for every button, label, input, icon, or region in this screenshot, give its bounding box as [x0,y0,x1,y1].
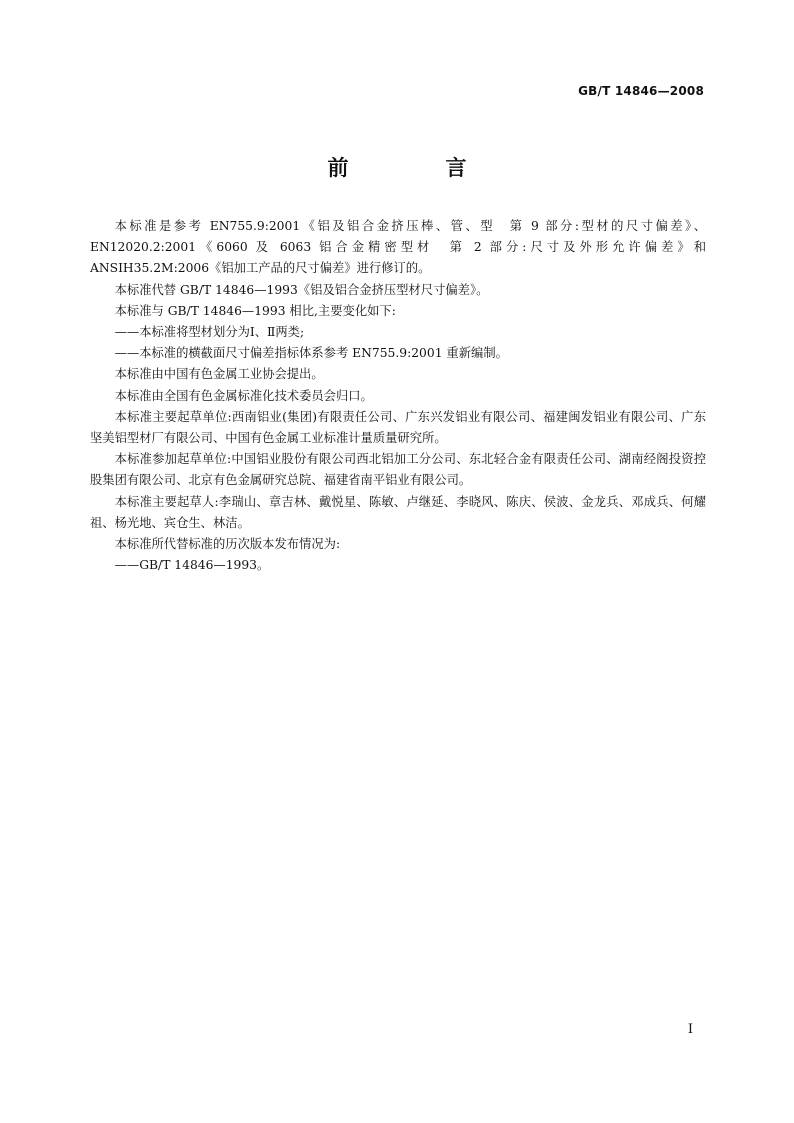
paragraph-participating-units: 本标准参加起草单位:中国铝业股份有限公司西北铝加工分公司、东北轻合金有限责任公司、湖南经阁投资控股集团有限公司、北京有色金属研究总院、福建省南平铝业有限公司。 [90,452,706,488]
paragraph-main-drafting-units: 本标准主要起草单位:西南铝业(集团)有限责任公司、广东兴发铝业有限公司、福建闽发铝业有限公司、广东坚美铝型材厂有限公司、中国有色金属工业标准计量质量研究所。 [90,409,706,446]
paragraph-change-item-2: ——本标准的横截面尺寸偏差指标体系参考 EN755.9:2001 重新编制。 [114,346,508,361]
standard-code: GB/T 14846—2008 [578,84,704,98]
paragraph-reference-standards: 本标准是参考 EN755.9:2001《铝及铝合金挤压棒、管、型 第 9 部分:型材的尺寸偏差》、EN12020.2:2001《6060 及 6063 铝合金精密型材 第 2 部分:尺寸及外形允许偏差》和 ANSIH35.2M:2006《铝加工产品的尺寸偏差》进行修订的。 [90,219,707,276]
paragraph-main-drafters: 本标准主要起草人:李瑞山、章吉林、戴悦星、陈敏、卢继延、李晓风、陈庆、侯波、金龙兵、邓成兵、何耀祖、杨光地、宾仓生、林洁。 [90,494,706,530]
paragraph-history-item: ——GB/T 14846—1993。 [114,558,270,573]
paragraph-change-item-1: ——本标准将型材划分为Ⅰ、Ⅱ两类; [114,325,305,340]
paragraph-changes-intro: 本标准与 GB/T 14846—1993 相比,主要变化如下: [114,303,396,318]
paragraph-proposed-by: 本标准由中国有色金属工业协会提出。 [114,367,324,382]
page-title: 前 言 [327,156,505,180]
paragraph-replaces: 本标准代替 GB/T 14846—1993《铝及铝合金挤压型材尺寸偏差》。 [114,282,489,297]
paragraph-history-intro: 本标准所代替标准的历次版本发布情况为: [114,537,341,552]
paragraph-centralized-by: 本标准由全国有色金属标准化技术委员会归口。 [114,388,373,403]
page-number: I [687,1022,693,1037]
foreword-body [90,216,706,576]
